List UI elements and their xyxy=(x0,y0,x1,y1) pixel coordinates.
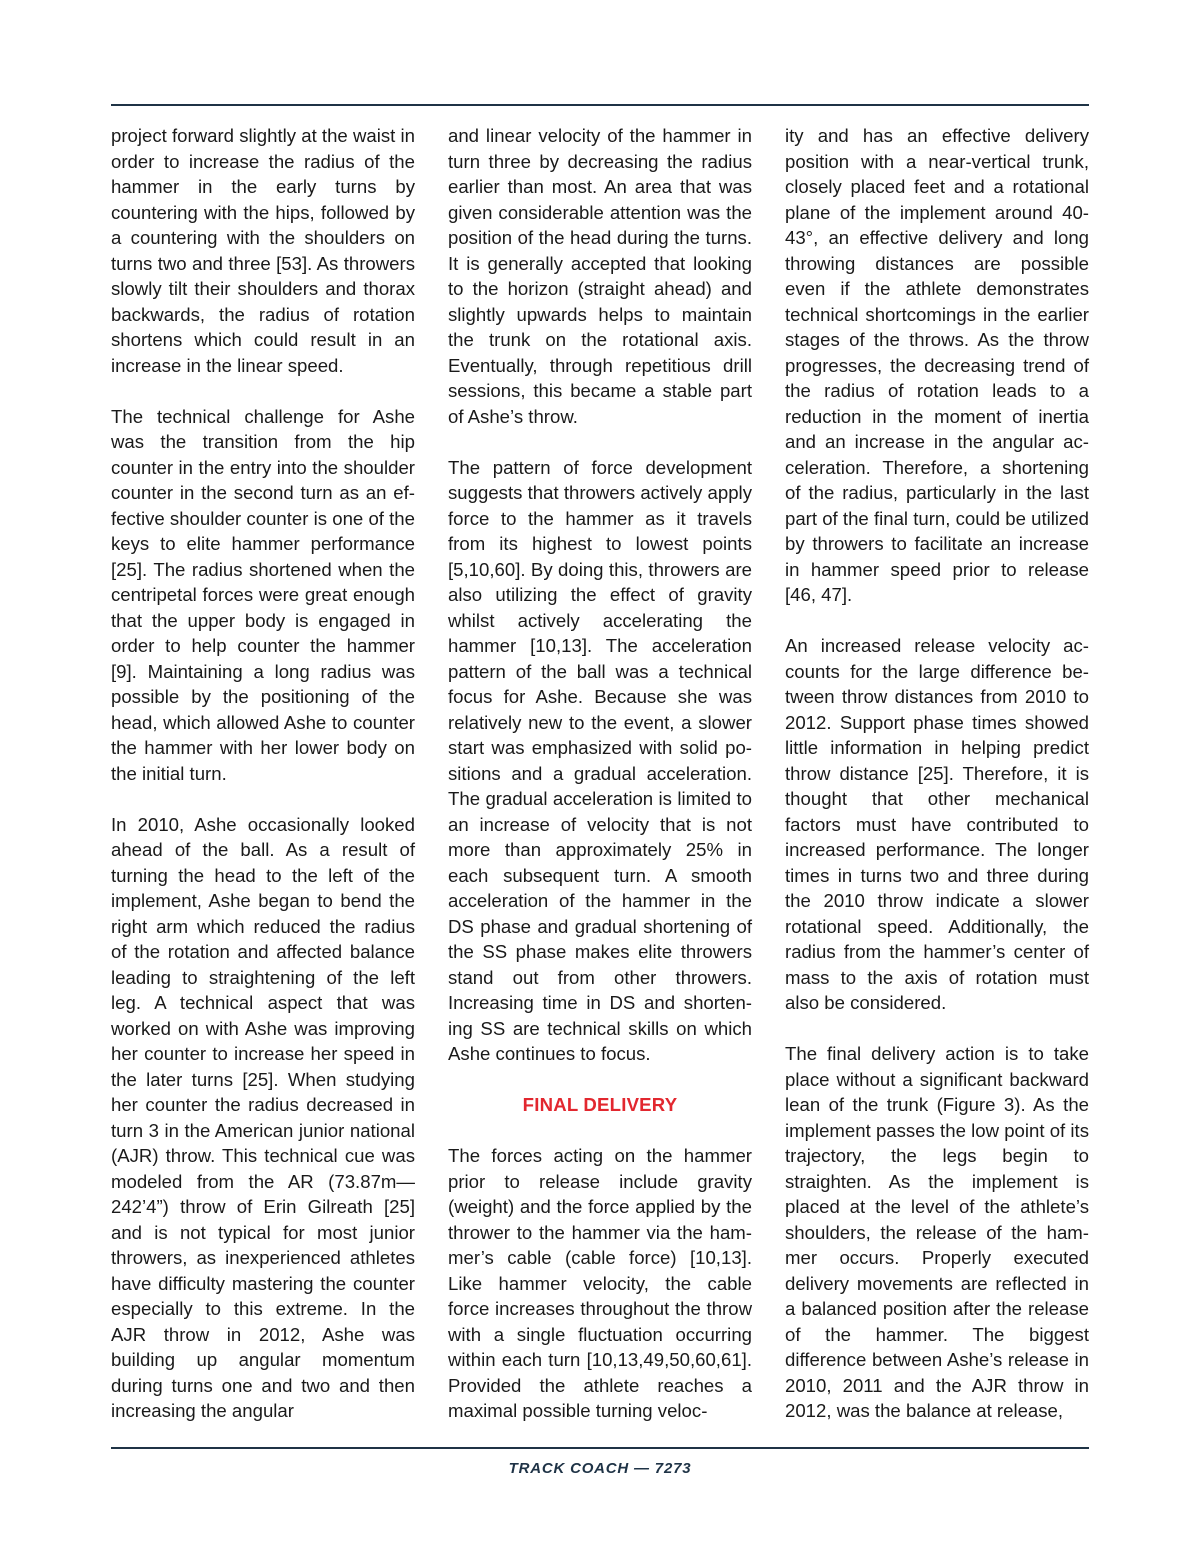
paragraph: ity and has an effective delivery position with a near-vertical trunk, closely placed feet and a rotational plane of the implement around 40-43°, an effective delivery and long throwing distances are possible even if the athlete demonstrates technical shortcomings in the earlier stages of the throws. As the throw progresses, the decreasing trend of the radius of rotation leads to a reduction in the moment of inertia and an increase in the angular acceleration. Therefore, a shortening of the radius, particularly in the last part of the final turn, could be utilized by throwers to facilitate an increase in hammer speed prior to release [46, 47]. xyxy=(785,125,1089,605)
section-heading: FINAL DELIVERY xyxy=(522,1094,678,1115)
bottom-rule xyxy=(111,1447,1089,1449)
paragraph: The pattern of force development suggests that throwers actively apply force to the hammer as it travels from its highest to lowest points [5,10,60]. By doing this, throwers are also utilizing the effect of gravity whilst actively accelerating the hammer [10,13]. The acceleration pattern of the ball was a technical focus for Ashe. Because she was relatively new to the event, a slower start was emphasized with solid positions and a gradual acceleration. The gradual acceleration is limited to an increase of velocity that is not more than approximately 25% in each subsequent turn. A smooth acceleration of the hammer in the DS phase and gradual shortening of the SS phase makes elite throwers stand out from other throwers. Increasing time in DS and shortening SS are technical skills on which Ashe continues to focus. xyxy=(448,456,752,1064)
paragraph: An increased release velocity accounts for the large difference between throw distances from 2010 to 2012. Support phase times showed little information in helping predict throw distance [25]. Therefore, it is thought that other mechanical factors must have contributed to increased performance. The longer times in turns two and three during the 2010 throw indicate a slower rotational speed. Additionally, the radius from the hammer’s center of mass to the axis of rotation must also be considered. xyxy=(785,635,1089,1013)
column-2 xyxy=(448,123,752,1424)
column-3 xyxy=(785,123,1089,1424)
column-1 xyxy=(111,123,415,1424)
paragraph: The forces acting on the hammer prior to release include gravity (weight) and the force applied by the thrower to the hammer via the hammer’s cable (cable force) [10,13]. Like hammer velocity, the cable force increases throughout the throw with a single fluctuation occurring within each turn [10,13,49,50,60,61]. Provided the athlete reaches a maximal possible turning veloc- xyxy=(448,1145,752,1421)
paragraph: The technical challenge for Ashe was the transition from the hip counter in the entry into the shoulder counter in the second turn as an effective shoulder counter is one of the keys to elite hammer performance [25]. The radius shortened when the centripetal forces were great enough that the upper body is engaged in order to help counter the hammer [9]. Maintaining a long radius was possible by the positioning of the head, which allowed Ashe to counter the hammer with her lower body on the initial turn. xyxy=(111,405,415,784)
paragraph: and linear velocity of the hammer in turn three by decreasing the radius earlier than most. An area that was given considerable attention was the position of the head during the turns. It is generally accepted that looking to the horizon (straight ahead) and slightly upwards helps to maintain the trunk on the rotational axis. Eventually, through repetitious drill sessions, this became a stable part of Ashe’s throw. xyxy=(448,125,752,427)
paragraph: The final delivery action is to take place without a significant backward lean of the trunk (Figure 3). As the implement passes the low point of its trajectory, the legs begin to straighten. As the implement is placed at the level of the athlete’s shoulders, the release of the hammer occurs. Properly executed delivery movements are reflected in a balanced position after the release of the hammer. The biggest difference between Ashe’s release in 2010, 2011 and the AJR throw in 2012, was the balance at release, xyxy=(785,1043,1089,1421)
paragraph: project forward slightly at the waist in order to increase the radius of the hammer in the early turns by countering with the hips, followed by a countering with the shoulders on turns two and three [53]. As throwers slowly tilt their shoulders and thorax backwards, the radius of rotation shortens which could result in an increase in the linear speed. xyxy=(111,125,415,376)
paragraph: In 2010, Ashe occasionally looked ahead of the ball. As a result of turning the head to the left of the implement, Ashe began to bend the right arm which reduced the radius of the rotation and affected balance leading to straightening of the left leg. A technical aspect that was worked on with Ashe was improving her counter to increase her speed in the later turns [25]. When studying her counter the radius decreased in turn 3 in the American junior national (AJR) throw. This technical cue was modeled from the AR (73.87m—242’4”) throw of Erin Gilreath [25] and is not typical for most junior throwers, as inexperienced athletes have difficulty mastering the counter especially to this extreme. In the AJR throw in 2012, Ashe was building up angular momentum during turns one and two and then increasing the angular xyxy=(111,813,415,1421)
page-footer: TRACK COACH — 7273 xyxy=(508,1460,692,1477)
top-rule xyxy=(111,104,1089,106)
